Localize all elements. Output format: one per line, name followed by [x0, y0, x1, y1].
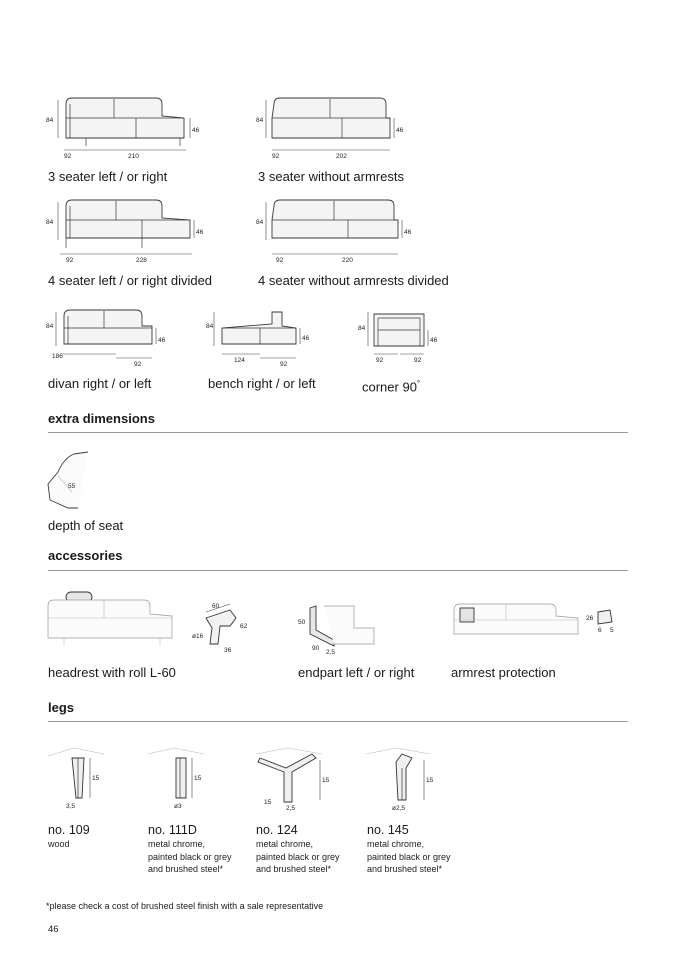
dim-h: 15: [322, 777, 330, 784]
dim-height: 84: [206, 323, 214, 330]
sofa-3-seater-drawing: [44, 94, 204, 162]
dim-seat: 46: [430, 337, 438, 344]
dim-seat: 46: [192, 127, 200, 134]
dim-a: 26: [586, 615, 594, 622]
model-label: corner 90°: [362, 379, 421, 395]
footnote: *please check a cost of brushed steel finish with a sale representative: [46, 901, 324, 911]
dim-b: 6: [598, 627, 602, 634]
dim-depth: 92: [272, 153, 280, 160]
dim-c: ø16: [192, 633, 204, 640]
dim-h: 15: [194, 775, 202, 782]
section-title-legs: legs: [48, 700, 75, 715]
dim-w: ø3: [174, 803, 182, 810]
dim-height: 84: [46, 219, 54, 226]
page-number: 46: [48, 924, 59, 935]
dim-seat-depth: 55: [68, 483, 76, 490]
dim-height: 84: [46, 117, 54, 124]
dim-height: 84: [256, 117, 264, 124]
dim-height: 84: [256, 219, 264, 226]
leg-number: no. 109: [48, 823, 90, 837]
dim-depth: 92: [64, 153, 72, 160]
bench-drawing: [204, 304, 316, 370]
dim-seat: 46: [404, 229, 412, 236]
leg-124-drawing: [252, 740, 342, 812]
dim-t: 2,5: [286, 805, 296, 812]
extra-label: depth of seat: [48, 518, 124, 533]
leg-number: no. 124: [256, 823, 298, 837]
dim-width: 202: [336, 153, 347, 160]
dim-width: 186: [52, 353, 63, 360]
section-title-extra: extra dimensions: [48, 411, 155, 426]
dim-w: ø2,5: [392, 805, 406, 812]
dim-h: 15: [426, 777, 434, 784]
leg-desc: metal chrome, painted black or grey and brushed steel*: [256, 839, 340, 874]
dim-a: 50: [298, 619, 306, 626]
dim-depth-2: 92: [414, 357, 422, 364]
dim-seat: 46: [158, 337, 166, 344]
seat-depth-drawing: [44, 448, 104, 512]
accessory-label: armrest protection: [451, 665, 556, 680]
dim-seat: 46: [396, 127, 404, 134]
sofa-4-seater-divided-drawing: [44, 196, 214, 264]
accessory-label: headrest with roll L-60: [48, 665, 176, 680]
section-divider: [48, 570, 628, 571]
armrest-protection-drawing: [446, 598, 616, 644]
dim-height: 84: [358, 325, 366, 332]
section-title-accessories: accessories: [48, 548, 123, 563]
dim-width: 124: [234, 357, 245, 364]
model-label: bench right / or left: [208, 376, 316, 391]
dim-c: 5: [610, 627, 614, 634]
leg-desc: wood: [48, 839, 70, 849]
divan-drawing: [44, 304, 174, 370]
dim-w: 3,5: [66, 803, 76, 810]
section-divider: [48, 721, 628, 722]
dim-height: 84: [46, 323, 54, 330]
leg-number: no. 145: [367, 823, 409, 837]
dim-depth: 92: [280, 361, 288, 368]
headrest-roll-drawing: [190, 600, 260, 656]
leg-desc: metal chrome, painted black or grey and brushed steel*: [148, 839, 232, 874]
dim-c: 2,5: [326, 649, 336, 656]
leg-number: no. 111D: [148, 823, 197, 837]
dim-h: 15: [92, 775, 100, 782]
dim-depth: 92: [276, 257, 284, 264]
dim-depth: 92: [134, 361, 142, 368]
model-label: 4 seater without armrests divided: [258, 273, 449, 288]
dim-depth: 92: [66, 257, 74, 264]
dim-b: 62: [240, 623, 248, 630]
dim-seat: 46: [302, 335, 310, 342]
accessory-label: endpart left / or right: [298, 665, 415, 680]
model-label: 3 seater without armrests: [258, 169, 404, 184]
dim-a: 60: [212, 603, 220, 610]
corner-drawing: [356, 304, 446, 370]
headrest-sofa-drawing: [44, 588, 184, 648]
dim-b: 90: [312, 645, 320, 652]
dim-width: 210: [128, 153, 139, 160]
dim-width: 228: [136, 257, 147, 264]
leg-145-drawing: [362, 740, 442, 812]
section-divider: [48, 432, 628, 433]
dim-width: 220: [342, 257, 353, 264]
dim-d: 36: [224, 647, 232, 654]
dim-depth: 92: [376, 357, 384, 364]
dim-w: 15: [264, 799, 272, 806]
leg-111d-drawing: [144, 740, 214, 812]
dim-seat: 46: [196, 229, 204, 236]
sofa-4-seater-no-arm-divided-drawing: [254, 196, 424, 264]
leg-desc: metal chrome, painted black or grey and brushed steel*: [367, 839, 451, 874]
model-label: 4 seater left / or right divided: [48, 273, 213, 288]
model-label: 3 seater left / or right: [48, 169, 168, 184]
model-label: divan right / or left: [48, 376, 152, 391]
endpart-drawing: [294, 600, 384, 658]
leg-109-drawing: [44, 740, 114, 812]
sofa-3-seater-no-arm-drawing: [254, 94, 414, 162]
